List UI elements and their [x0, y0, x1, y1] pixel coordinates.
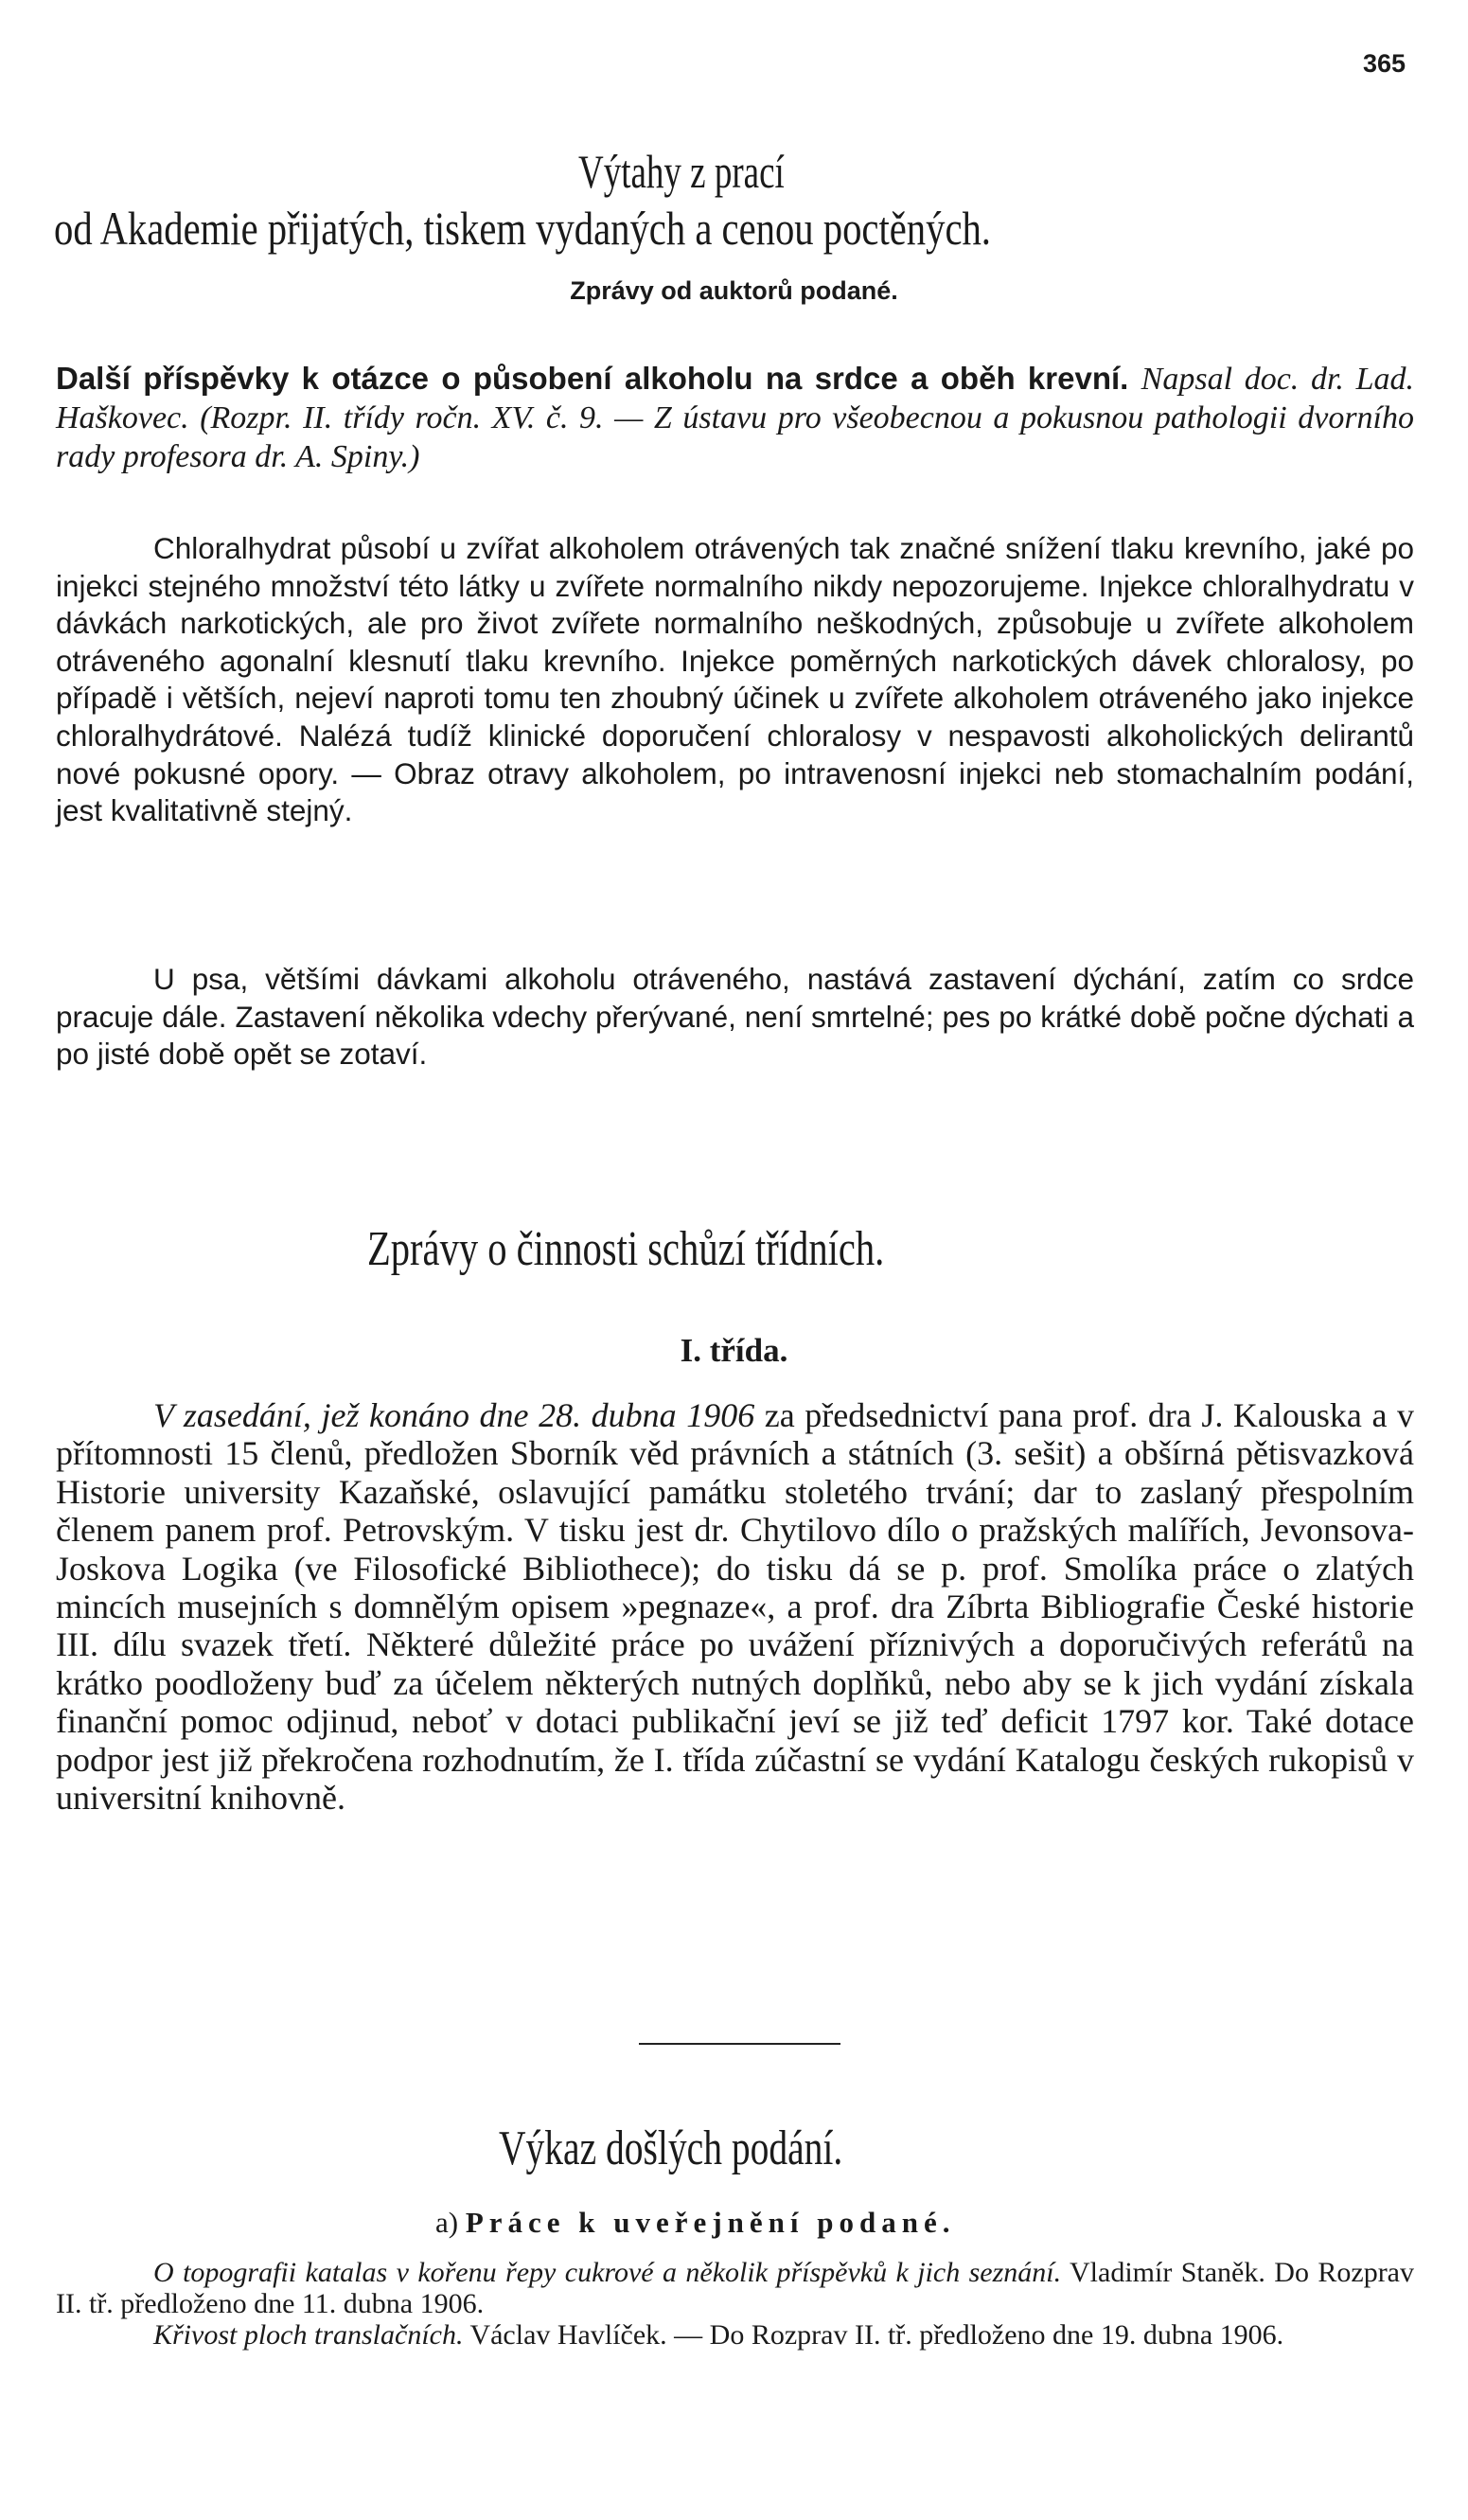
article-citation: Napsal doc. dr. Lad. Haškovec. (Rozpr. II. třídy ročn. XV. č. 9. — Z ústavu pro všeobecnou a pokusnou pathologii dvorního rady profesora dr. A. Spiny.): [56, 362, 1414, 474]
main-title-line1: Výtahy z prací: [578, 145, 785, 198]
list-item: [56, 2319, 1414, 2351]
entry-title: O topografii katalas v kořenu řepy cukrové a několik příspěvků k jich seznání.: [153, 2257, 1062, 2288]
article-paragraph-2: U psa, většími dávkami alkoholu otráveného, nastává zastavení dýchání, zatím co srdce pracuje dále. Zastavení několika vdechy přerývané, není smrtelné; pes po krátké době počne dýchati a po jisté době opět se zotaví.: [56, 962, 1414, 1072]
section-title: Zprávy o činnosti schůzí třídních.: [367, 1222, 885, 1276]
article-title: Další příspěvky k otázce o působení alkoholu na srdce a oběh krevní.: [56, 361, 1129, 396]
entry-details: Vladimír Staněk. Do Rozprav II. tř. předloženo dne 11. dubna 1906.: [56, 2257, 1414, 2319]
class-title: I. třída.: [680, 1332, 788, 1369]
entry-details: Václav Havlíček. — Do Rozprav II. tř. předloženo dne 19. dubna 1906.: [463, 2319, 1284, 2351]
main-title-line2: od Akademie přijatých, tiskem vydaných a cenou poctěných.: [54, 202, 991, 255]
meeting-report: [56, 1396, 1414, 1817]
meeting-intro: V zasedání, jež konáno dne 28. dubna 1906: [153, 1396, 755, 1434]
section-divider: [639, 2043, 840, 2045]
report-title: Výkaz došlých podání.: [499, 2121, 843, 2175]
article-header: [56, 360, 1414, 476]
list-heading-text: Práce k uveřejnění podané.: [465, 2206, 956, 2239]
list-item: [56, 2257, 1414, 2319]
subtitle: Zprávy od auktorů podané.: [570, 276, 898, 305]
list-heading: [435, 2206, 955, 2240]
entry-title: Křivost ploch translačních.: [153, 2319, 464, 2351]
list-prefix: a): [435, 2206, 459, 2239]
article-paragraph-1: Chloralhydrat působí u zvířat alkoholem otrávených tak značné snížení tlaku krevního, jaké po injekci stejného množství této látky u zvířete normalního nikdy nepozorujeme. Injekce chloralhydratu v dávkách narkotických, ale pro život zvířete normalního neškodných, způsobuje u zvířete alkoholem otráveného agonalní klesnutí tlaku krevního. Injekce poměrných narkotických dávek chloralosy, po případě i větších, nejeví naproti tomu ten zhoubný účinek u zvířete alkoholem otráveného jako injekce chloralhydrátové. Nalézá tudíž klinické doporučení chloralosy v nespavosti alkoholických delirantů nové pokusné opory. — Obraz otravy alkoholem, po intravenosní injekci neb stomachalním podání, jest kvalitativně stejný.: [56, 531, 1414, 828]
page-number: 365: [1363, 49, 1406, 78]
meeting-text: za předsednictví pana prof. dra J. Kalouska a v přítomnosti 15 členů, předložen Sborník věd právních a státních (3. sešit) a obšírná pětisvazková Historie university Kazaňské, oslavující památku stoletého trvání; dar to zaslaný přespolním členem panem prof. Petrovským. V tisku jest dr. Chytilovo dílo o pražských malířích, Jevonsova-Joskova Logika (ve Filosofické Bibliothece); do tisku dá se p. prof. Smolíka práce o zlatých mincích musejních s domnělým opisem »pegnaze«, a prof. dra Zíbrta Bibliografie České historie III. dílu svazek třetí. Některé důležité práce po uvážení příznivých a doporučivých referátů na krátko poodloženy buď za účelem některých nutných doplňků, nebo aby se k jich vydání získala finanční pomoc odjinud, neboť v dotaci publikační jeví se již teď deficit 1797 kor. Také dotace podpor jest již překročena rozhodnutím, že I. třída zúčastní se vydání Katalogu českých rukopisů v universitní knihovně.: [56, 1396, 1414, 1818]
